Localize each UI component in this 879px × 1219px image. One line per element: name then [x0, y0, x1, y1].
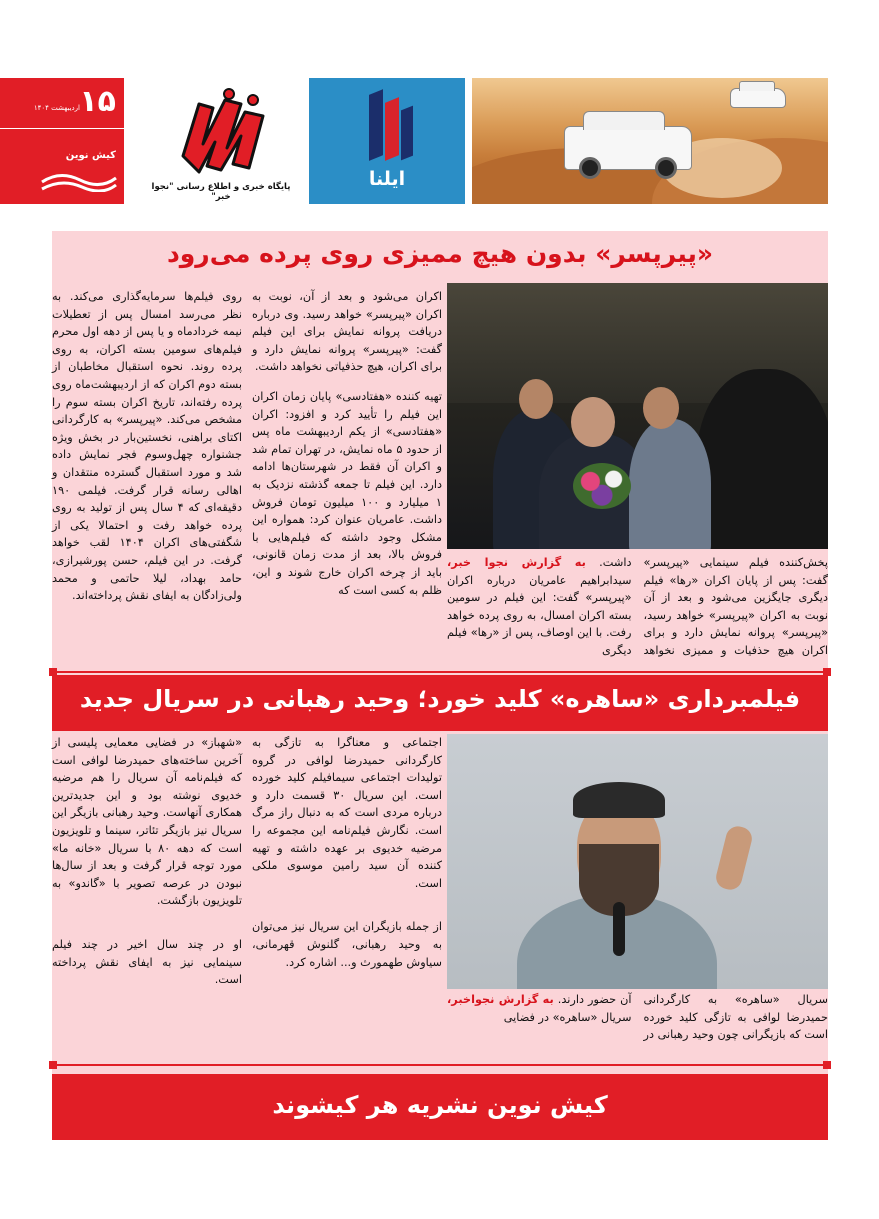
flower-bouquet — [573, 463, 631, 509]
brand-name: کیش نوین — [65, 150, 116, 161]
article2-header — [52, 675, 828, 731]
najva-khabar-logo — [143, 78, 299, 204]
header-desert-photo — [472, 78, 828, 204]
article2-column-right — [447, 991, 828, 1044]
article1-title: «پیرپسر» بدون هیچ ممیزی روی پرده می‌رود — [166, 239, 714, 268]
footer-banner — [52, 1074, 828, 1140]
najva-tagline: پایگاه خبری و اطلاع رسانی "نجوا خبر" — [151, 182, 291, 202]
article1-column-right — [447, 554, 828, 660]
article2-column-left — [52, 734, 242, 989]
issue-date: اردیبهشت ۱۴۰۴ — [33, 104, 80, 112]
section-divider — [52, 1064, 828, 1066]
article1-photo — [447, 283, 828, 549]
article2-paragraph: سریال «ساهره» در فضایی — [503, 1010, 632, 1024]
article2-paragraph: سریال «ساهره» به کارگردانی حمیدرضا لوافی به تازگی کلید خورده است که بازیگرانی چون وحید رهبانی در آن حضور دارند. — [557, 993, 828, 1042]
kish-novin-wave-icon — [40, 170, 118, 192]
najva-logo-icon — [169, 86, 273, 176]
page-number: ۱۵ — [79, 84, 116, 119]
news-page-frame — [52, 231, 828, 1140]
suv-image — [730, 88, 786, 108]
suv-image — [564, 126, 692, 170]
article1-paragraph: پخش‌کننده فیلم سینمایی «پیرپسر» گفت: پس از پایان اکران «رها» فیلم دیگری جایگزین می‌شود و بعد از آن نوبت به اکران «پیرپسر» خواهد رسید، «پیرپسر» پروانه نمایش دارد و برای اکران هیچ حذفیات و ممیزی نخواهد داشت. — [599, 556, 828, 657]
article2-paragraph: او در چند سال اخیر در چند فیلم سینمایی نیز به ایفای نقش پرداخته است. — [52, 937, 242, 987]
article2-paragraph: اجتماعی و معناگرا به تازگی به کارگردانی حمیدرضا لوافی در گروه تولیدات اجتماعی سیمافیلم کلید خورده است. این سریال ۳۰ قسمت دارد و درباره مردی است که به دنبال راز مرگ است. نگارش فیلم‌نامه این مجموعه را مرضیه خدیوی بر عهده داشته و تهیه کننده آن سید رامین موسوی ملکی است. — [252, 736, 442, 890]
article1-column-left: روی فیلم‌ها سرمایه‌گذاری می‌کند. به نظر می‌رسد امسال پس از تعطیلات نیمه خردادماه و یا پس از دهه اول محرم فیلم‌های سومین بسته اکران، به روی پرده روند. نحوه استقبال مخاطبان از بسته دوم اکران که از اردیبهشت‌ماه روی پرده رفته‌اند، تاریخ اکران بسته سوم را مشخص می‌کند. «پیرپسر» به کارگردانی اکتای براهنی، نخستین‌بار در بخش ویژه جشنواره چهل‌وسوم فجر نمایش داده شد و مورد استقبال گسترده منتقدان و اهالی رسانه قرار گرفت. فیلمی ۱۹۰ دقیقه‌ای که ۴ سال پس از تولید به روی پرده خواهد رفت و احتمالا یکی از شگفتی‌های اکران ۱۴۰۴ لقب خواهد گرفت. در این فیلم، حسن پورشیرازی، حامد بهداد، لیلا حاتمی و محمد ولی‌زادگان به ایفای نقش پرداخته‌اند. — [52, 290, 243, 603]
page-number-box — [0, 78, 124, 204]
article2-photo — [447, 734, 828, 989]
article1-paragraph: تهیه کننده «هفتادسی» پایان زمان اکران این فیلم را تأیید کرد و افزود: اکران «هفتادسی» از یکم اردیبهشت ماه پس از حدود ۵ ماه نمایش، در تهران تمام شد و اکران آن فقط در شهرستان‌ها ادامه دارد. این فیلم تا جمعه گذشته نزدیک به ۱ میلیارد و ۱۰۰ میلیون تومان فروش داشت. عامریان عنوان کرد: همواره این مشکل وجود داشته که فیلم‌هایی با فروش بالا، بعد از مدت زمان قانونی، باید از چرخه اکران خارج شوند و این، ظلم به کسی است که — [252, 389, 442, 597]
ilna-logo-text: ایلنا — [368, 168, 406, 190]
article1-header — [52, 231, 828, 283]
ilna-emblem-icon — [359, 92, 415, 160]
ilna-logo — [309, 78, 465, 204]
microphone — [613, 902, 625, 956]
article2-paragraph: «شهباز» در فضایی معمایی پلیسی از آخرین ساخته‌های حمیدرضا لوافی است که فیلم‌نامه آن سریال را هم مرضیه خدیوی نوشته بود و این جدیدترین همکاری آنهاست. وحید رهبانی بازیگر این سریال نیز بازیگر تئاتر، سینما و تلویزیون است که دهه ۸۰ با سریال «خانه ما» مورد توجه قرار گرفت و بعد از سال‌ها نبودن در عرصه تصویر با «گاندو» به تلویزیون بازگشت. — [52, 736, 242, 908]
article1-paragraph: اکران می‌شود و بعد از آن، نوبت به اکران «پیرپسر» خواهد رسید. وی درباره دریافت پروانه نمایش برای این فیلم گفت: «پیرپسر» پروانه نمایش دارد و برای اکران، هیچ حذفیاتی نخواهد داشت. — [252, 290, 442, 374]
section-divider — [52, 671, 828, 673]
article2-title: فیلمبرداری «ساهره» کلید خورد؛ وحید رهبانی در سریال جدید — [79, 685, 801, 713]
article1-paragraph: سیدابراهیم عامریان درباره اکران «پیرپسر» گفت: این فیلم در سومین بسته اکران امسال، به روی پرده خواهد رفت. با این اوصاف، پس از «رها» فیلم دیگری — [447, 573, 632, 657]
article2-source: به گزارش نجواخبر، — [447, 993, 554, 1006]
article1-source: به گزارش نجوا خبر، — [447, 556, 586, 569]
article1-column-middle — [252, 288, 442, 599]
footer-slogan: کیش نوین نشریه هر کیشوند — [272, 1091, 608, 1119]
article2-paragraph: از جمله بازیگران این سریال نیز می‌توان به وحید رهبانی، گلنوش قهرمانی، سیاوش طهمورث و... اشاره کرد. — [252, 920, 442, 969]
article2-column-middle — [252, 734, 442, 971]
